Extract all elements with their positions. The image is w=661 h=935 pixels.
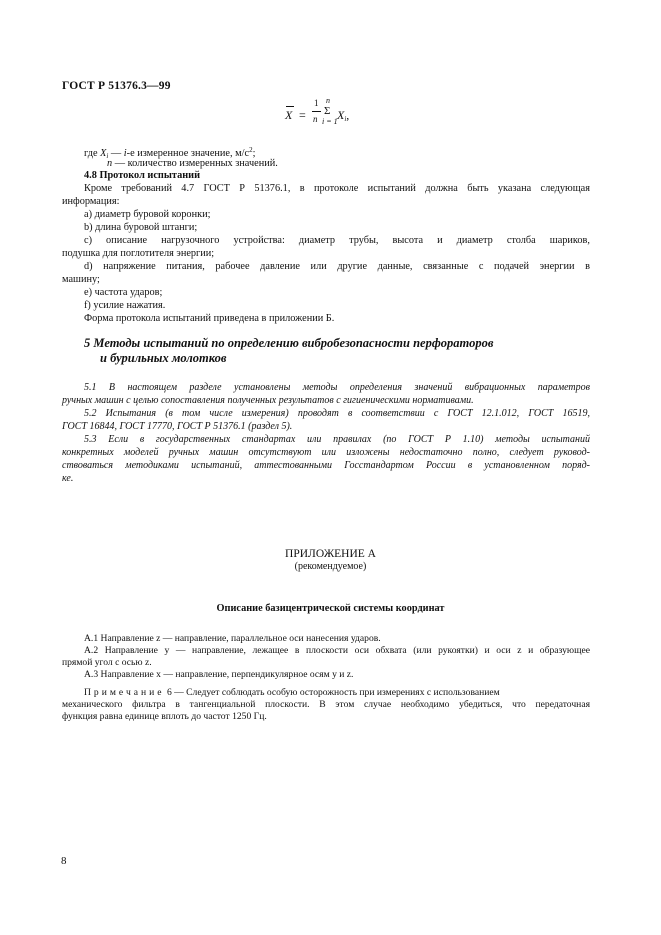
section-5-3-line-4: ке. [62, 473, 74, 484]
formula-sum-upper: n [326, 96, 330, 105]
protocol-intro-line-2: информация: [62, 196, 120, 207]
where-xi-line: где Xi — i-е измеренное значение, $м/с^2$; [84, 146, 256, 160]
appendix-note-line-3: функция равна единице вплоть до частот 1250 Гц. [62, 711, 267, 722]
page-number: 8 [61, 855, 67, 867]
formula-fraction-denominator: n [313, 114, 318, 124]
appendix-title: ПРИЛОЖЕНИЕ А [285, 548, 376, 560]
protocol-item-f: f) усилие нажатия. [84, 300, 166, 311]
appendix-a3: A.3 Направление x — направление, перпендикулярное осям y и z. [84, 669, 354, 680]
formula-term: Xi, [337, 108, 350, 123]
protocol-heading: 4.8 Протокол испытаний [84, 170, 201, 181]
mean-formula [285, 96, 385, 132]
where-n-line: n — количество измеренных значений. [107, 158, 278, 169]
section-5-3-line-2: конкретных моделей ручных машин отсутствуют или изложены недостаточно полно, следует руковод- [62, 447, 590, 458]
appendix-heading: Описание базицентрической системы координат [216, 603, 445, 614]
section-5-1-line-1: 5.1 В настоящем разделе установлены методы определения значений вибрационных параметров [84, 382, 590, 393]
appendix-note-line-1: Примечание 6 — Следует соблюдать особую осторожность при измерениях с использованием [84, 687, 500, 698]
section-5-title: 5 Методы испытаний по определению вибробезопасности перфораторов и бурильных молотков [84, 336, 494, 365]
protocol-item-d-line-2: машину; [62, 274, 100, 285]
formula-lhs: X [285, 108, 293, 122]
protocol-item-b: b) длина буровой штанги; [84, 222, 198, 233]
formula-equals: = [299, 108, 306, 122]
protocol-item-e: e) частота ударов; [84, 287, 163, 298]
protocol-item-d-line-1: d) напряжение питания, рабочее давление или другие данные, связанные с подачей энергии в [84, 261, 590, 272]
section-5-2-line-2: ГОСТ 16844, ГОСТ 17770, ГОСТ Р 51376.1 (раздел 5). [62, 421, 293, 432]
section-5-3-line-1: 5.3 Если в государственных стандартах или правилах (по ГОСТ Р 1.10) методы испытаний [84, 434, 590, 445]
protocol-item-c-line-2: подушка для поглотителя энергии; [62, 248, 215, 259]
section-5-2-line-1: 5.2 Испытания (в том числе измерения) проводят в соответствии с ГОСТ 12.1.012, ГОСТ 16519, [84, 408, 590, 419]
appendix-a2-line-2: прямой угол с осью z. [62, 657, 152, 668]
protocol-item-c-line-1: c) описание нагрузочного устройства: диаметр трубы, высота и диаметр столба шариков, [84, 235, 590, 246]
appendix-a1: A.1 Направление z — направление, параллельное оси нанесения ударов. [84, 633, 381, 644]
appendix-a2-line-1: A.2 Направление y — направление, лежащее в плоскости оси обхвата (или рукоятки) и оси z и образующее [84, 645, 590, 656]
protocol-intro-line-1: Кроме требований 4.7 ГОСТ Р 51376.1, в протоколе испытаний должна быть указана следующая [84, 183, 590, 194]
section-5-1-line-2: ручных машин с целью сопоставления полученных результатов с гигиеническими нормативами. [62, 395, 474, 406]
protocol-form-note: Форма протокола испытаний приведена в приложении Б. [84, 313, 335, 324]
formula-sum-lower: i = 1 [322, 117, 338, 126]
formula-fraction-bar [312, 111, 321, 112]
appendix-subtitle: (рекомендуемое) [294, 561, 367, 572]
appendix-note-line-2: механического фильтра в тангенциальной плоскости. В этом случае необходимо убедиться, что передаточная [62, 699, 590, 710]
formula-fraction-numerator: 1 [314, 98, 319, 108]
section-5-3-line-3: ствоваться методиками испытаний, аттестованными Госстандартом России в установленном поряд- [62, 460, 590, 471]
document-header: ГОСТ Р 51376.3—99 [62, 80, 171, 92]
formula-sigma: Σ [324, 105, 331, 117]
protocol-item-a: a) диаметр буровой коронки; [84, 209, 211, 220]
